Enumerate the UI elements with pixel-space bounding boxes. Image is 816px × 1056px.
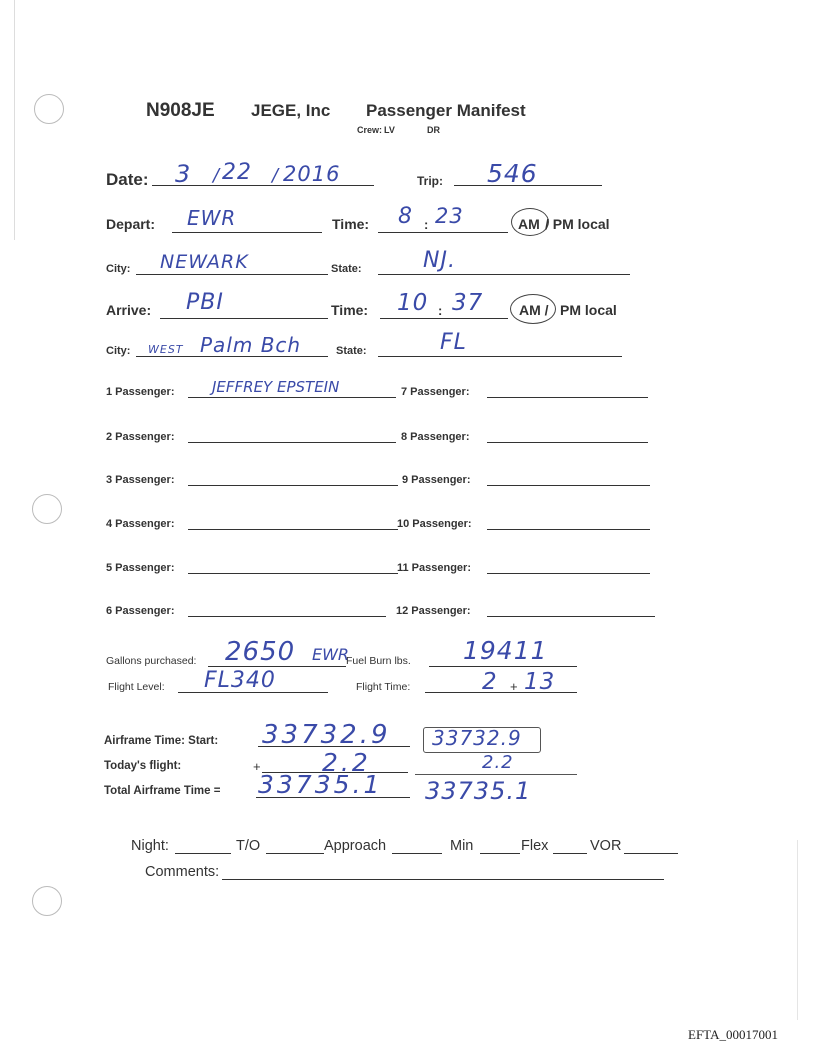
depart-time-line [378,232,508,233]
arrive-hour: 10 [397,290,429,316]
passenger-10-line [487,529,650,530]
passenger-12-label: 12 Passenger: [396,605,471,617]
crew-1: LV [384,125,395,135]
arrive-city-prefix: WEST [148,343,184,356]
date-sep-2: / [272,165,280,186]
arrive-time-label: Time: [331,302,369,318]
gallons-note: EWR [312,645,350,664]
passenger-9-line [487,485,650,486]
date-day: 22 [222,160,252,185]
tail-number: N908JE [146,100,215,121]
flex-line [553,853,587,854]
flight-level-value: FL340 [204,668,276,693]
date-sep-1: / [213,165,221,186]
arrive-pm-local: PM local [560,302,617,318]
depart-state-line [378,274,630,275]
total-airframe-value: 33735.1 [258,770,383,799]
depart-city-label: City: [106,263,131,275]
gallons-value: 2650 [225,637,296,667]
passenger-10-label: 10 Passenger: [397,518,472,530]
total-airframe-label: Total Airframe Time = [104,785,221,797]
passenger-5-label: 5 Passenger: [106,562,175,574]
depart-label: Depart: [106,216,156,232]
passenger-7-line [487,397,648,398]
company-name: JEGE, Inc [251,101,331,120]
passenger-8-label: 8 Passenger: [401,431,470,443]
binder-hole-top [34,94,64,124]
arrive-colon: : [438,303,443,318]
night-label: Night: [131,838,169,854]
flight-level-label: Flight Level: [108,681,165,693]
depart-airport: EWR [187,206,237,230]
flex-label: Flex [521,838,549,854]
passenger-6-line [188,616,386,617]
todays-flight-value: 2.2 [322,748,371,777]
fuel-burn-line [429,666,577,667]
comments-label: Comments: [145,864,220,880]
todays-flight-right-value: 2.2 [482,752,514,773]
approach-label: Approach [324,838,387,854]
gallons-label: Gallons purchased: [106,655,197,667]
passenger-4-label: 4 Passenger: [106,518,175,530]
min-line [480,853,520,854]
page-right-edge [797,840,798,1020]
depart-state: NJ. [423,248,456,273]
passenger-5-line [188,573,398,574]
passenger-7-label: 7 Passenger: [401,386,470,398]
flight-time-plus: + [510,679,518,694]
date-year: 2016 [283,162,341,186]
arrive-time-line [380,318,508,319]
to-label: T/O [236,838,261,854]
depart-pm-local: / PM local [545,216,610,232]
binder-hole-bottom [32,886,62,916]
trip-value: 546 [487,159,538,188]
date-month: 3 [175,160,192,188]
crew-2: DR [427,125,440,135]
passenger-2-line [188,442,396,443]
passenger-11-label: 11 Passenger: [397,562,471,574]
page-left-edge [14,0,15,240]
depart-state-label: State: [331,263,362,275]
night-line [175,853,231,854]
flight-time-hours: 2 [482,669,498,695]
depart-minute: 23 [435,204,464,228]
depart-hour: 8 [398,204,413,229]
arrive-state-label: State: [336,345,367,357]
flight-time-label: Flight Time: [356,681,411,693]
arrive-city-label: City: [106,345,131,357]
arrive-am: AM / [519,302,549,318]
arrive-line [160,318,328,319]
airframe-start-boxed-value: 33732.9 [432,726,522,750]
trip-label: Trip: [417,174,443,188]
todays-flight-plus: + [253,759,261,774]
fuel-burn-label: Fuel Burn lbs. [346,655,411,667]
arrive-label: Arrive: [106,302,152,318]
passenger-8-line [487,442,648,443]
vor-line [624,853,678,854]
min-label: Min [450,838,474,854]
passenger-11-line [487,573,650,574]
passenger-1-name: JEFFREY EPSTEIN [212,378,340,396]
depart-am: AM [518,216,540,232]
passenger-12-line [487,616,655,617]
flight-time-minutes: 13 [524,669,556,695]
depart-line [172,232,322,233]
airframe-start-label: Airframe Time: Start: [104,735,219,747]
fuel-burn-value: 19411 [463,636,548,665]
comments-line [222,879,664,880]
airframe-start-value: 33732.9 [262,720,391,750]
passenger-1-label: 1 Passenger: [106,386,175,398]
passenger-6-label: 6 Passenger: [106,605,175,617]
passenger-4-line [188,529,398,530]
total-airframe-right-value: 33735.1 [425,777,532,805]
depart-city: NEWARK [160,251,249,273]
approach-line [392,853,442,854]
arrive-airport: PBI [186,290,224,315]
depart-colon: : [424,217,429,232]
passenger-3-label: 3 Passenger: [106,474,175,486]
vor-label: VOR [590,838,622,854]
arrive-minute: 37 [452,290,484,316]
todays-flight-right-line [415,774,577,775]
binder-hole-middle [32,494,62,524]
date-label: Date: [106,170,149,189]
arrive-state-line [378,356,622,357]
passenger-1-line [188,397,396,398]
document-id: EFTA_00017001 [688,1027,778,1042]
passenger-9-label: 9 Passenger: [402,474,471,486]
passenger-2-label: 2 Passenger: [106,431,175,443]
page-title: Passenger Manifest [366,101,526,120]
arrive-state: FL [440,330,467,355]
depart-time-label: Time: [332,216,370,232]
crew-label: Crew: [357,125,383,135]
depart-city-line [136,274,328,275]
to-line [266,853,324,854]
passenger-3-line [188,485,398,486]
todays-flight-label: Today's flight: [104,760,182,772]
arrive-city: Palm Bch [200,333,302,357]
